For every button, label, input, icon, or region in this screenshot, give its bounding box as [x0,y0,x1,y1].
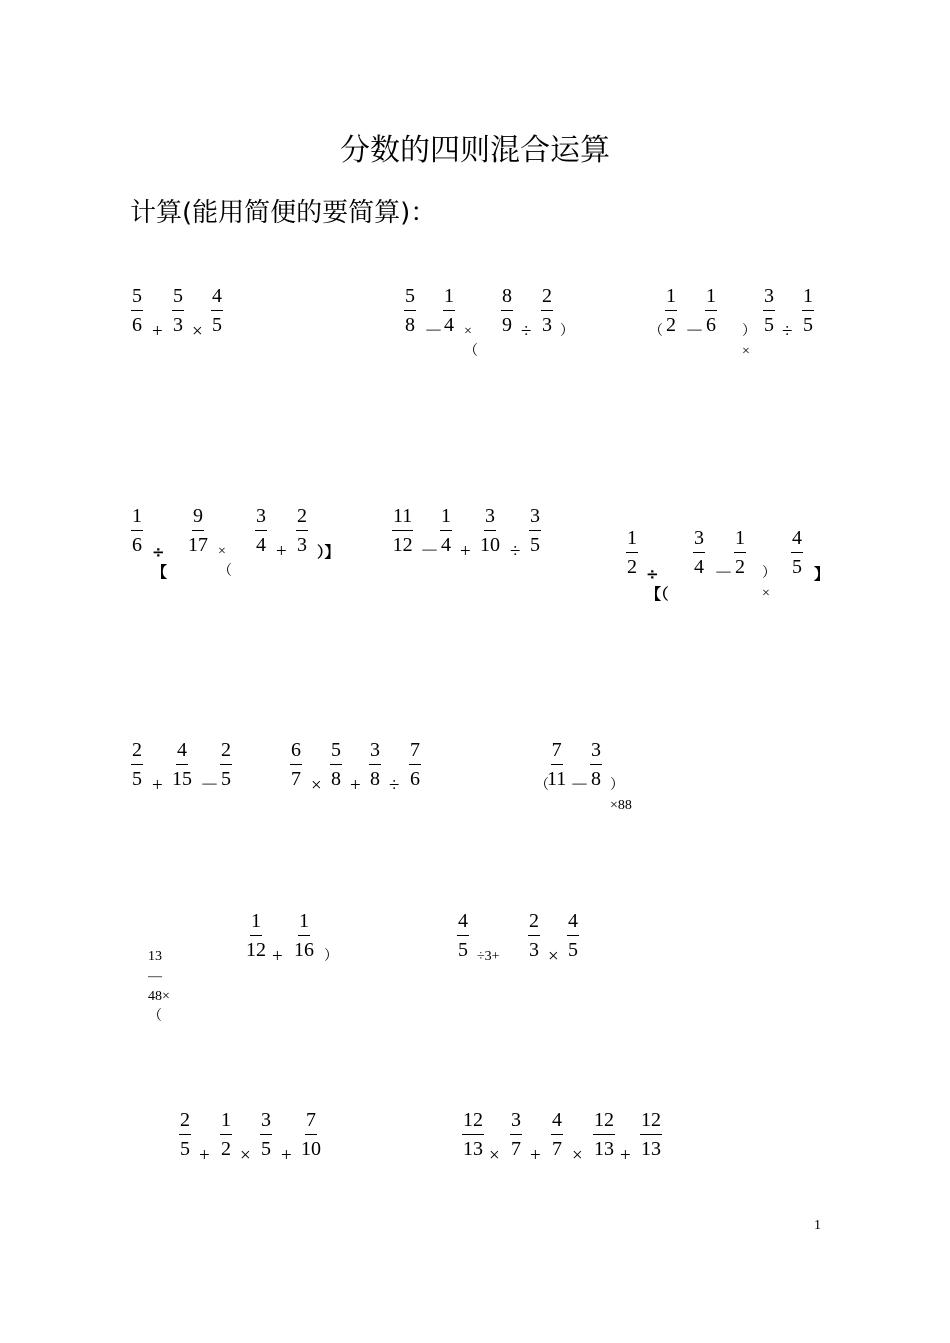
fraction [220,739,232,790]
numerator: 11 [392,505,413,531]
operator: （ [535,778,549,793]
operator: + [152,775,163,796]
operator: ） [560,324,574,339]
fraction [547,739,566,790]
page-title: 分数的四则混合运算 [340,133,610,168]
operator: ÷ [389,775,400,796]
denominator: 10 [301,1138,321,1160]
denominator: 4 [441,534,451,556]
fraction [501,285,513,336]
denominator: 5 [568,939,578,961]
operator: － [200,775,220,796]
numerator: 4 [791,527,803,553]
numerator: 2 [131,739,143,765]
operator: 】 [814,565,830,583]
denominator: 5 [132,768,142,790]
numerator: 2 [179,1109,191,1135]
fraction [802,285,814,336]
fraction [541,285,553,336]
denominator: 5 [458,939,468,961]
denominator: 9 [502,314,512,336]
denominator: 8 [405,314,415,336]
denominator: 4 [694,556,704,578]
denominator: 5 [180,1138,190,1160]
numerator: 9 [192,505,204,531]
operator: ÷ [782,321,793,342]
denominator: 2 [221,1138,231,1160]
operator: （ [649,324,663,339]
numerator: 1 [298,910,310,936]
denominator: 3 [529,939,539,961]
denominator: 2 [735,556,745,578]
page-number: 1 [814,1218,821,1233]
numerator: 4 [211,285,223,311]
operator: + [350,775,361,796]
numerator: 12 [462,1109,484,1135]
operator: × [548,946,559,967]
denominator: 4 [256,534,266,556]
denominator: 3 [173,314,183,336]
denominator: 15 [172,768,192,790]
numerator: 3 [529,505,541,531]
numerator: 2 [541,285,553,311]
denominator: 13 [463,1138,483,1160]
fraction [131,505,143,556]
operator: ÷【（ [646,565,669,603]
operator: × [192,321,203,342]
numerator: 8 [501,285,513,311]
operator: × [572,1145,583,1166]
operator: + [281,1145,292,1166]
operator: － [424,321,444,342]
numerator: 5 [172,285,184,311]
denominator: 17 [188,534,208,556]
operator: + [276,541,287,562]
denominator: 5 [261,1138,271,1160]
operator: ×（ [218,544,232,579]
fraction [510,1109,522,1160]
fraction [172,739,192,790]
numerator: 1 [440,505,452,531]
fraction [188,505,208,556]
fraction [665,285,677,336]
denominator: 11 [547,768,567,790]
operator: ） [324,949,338,964]
numerator: 12 [593,1109,615,1135]
fraction [626,527,638,578]
denominator: 8 [591,768,601,790]
fraction [567,910,579,961]
operator: ÷ [510,541,521,562]
numerator: 1 [626,527,638,553]
numerator: 1 [131,505,143,531]
denominator: 6 [132,314,142,336]
numerator: 1 [802,285,814,311]
numerator: 1 [734,527,746,553]
numerator: 3 [763,285,775,311]
numerator: 3 [255,505,267,531]
operator: － [714,563,734,584]
numerator: 1 [250,910,262,936]
operator: ）×88 [610,778,632,813]
numerator: 5 [404,285,416,311]
fraction [220,1109,232,1160]
operator: × [311,775,322,796]
fraction [301,1109,321,1160]
fraction [246,910,266,961]
denominator: 7 [291,768,301,790]
operator: ）× [762,566,776,601]
fraction [369,739,381,790]
fraction [131,739,143,790]
denominator: 5 [530,534,540,556]
fraction [404,285,416,336]
denominator: 5 [764,314,774,336]
operator: － [570,775,590,796]
fraction [211,285,223,336]
denominator: 13 [594,1138,614,1160]
numerator: 5 [330,739,342,765]
fraction [551,1109,563,1160]
numerator: 1 [443,285,455,311]
denominator: 5 [792,556,802,578]
fraction [791,527,803,578]
denominator: 7 [552,1138,562,1160]
denominator: 4 [444,314,454,336]
numerator: 4 [176,739,188,765]
operator: + [152,321,163,342]
instruction-text: 计算(能用简便的要简算)： [130,198,437,228]
fraction [529,505,541,556]
numerator: 7 [409,739,421,765]
denominator: 3 [297,534,307,556]
denominator: 12 [246,939,266,961]
fraction [593,1109,615,1160]
denominator: 8 [331,768,341,790]
fraction [590,739,602,790]
denominator: 8 [370,768,380,790]
denominator: 16 [294,939,314,961]
fraction [330,739,342,790]
fraction [392,505,413,556]
operator: ÷ [521,321,532,342]
fraction [443,285,455,336]
denominator: 7 [511,1138,521,1160]
numerator: 3 [510,1109,522,1135]
operator: + [199,1145,210,1166]
numerator: 3 [590,739,602,765]
denominator: 6 [132,534,142,556]
numerator: 7 [305,1109,317,1135]
numerator: 4 [567,910,579,936]
operator: ）× [742,324,756,359]
numerator: 3 [260,1109,272,1135]
operator: × [489,1145,500,1166]
numerator: 3 [369,739,381,765]
denominator: 6 [706,314,716,336]
denominator: 5 [221,768,231,790]
fraction [640,1109,662,1160]
numerator: 5 [131,285,143,311]
fraction [440,505,452,556]
fraction [734,527,746,578]
numerator: 3 [693,527,705,553]
operator: ÷3+ [477,949,500,964]
fraction [294,910,314,961]
denominator: 2 [627,556,637,578]
fraction [131,285,143,336]
numerator: 3 [484,505,496,531]
operator: + [530,1145,541,1166]
operator: + [460,541,471,562]
fraction [480,505,500,556]
operator: － [685,321,705,342]
fraction [409,739,421,790]
numerator: 12 [640,1109,662,1135]
numerator: 1 [665,285,677,311]
operator: 13—48×（ [148,949,170,1024]
numerator: 2 [296,505,308,531]
fraction [172,285,184,336]
denominator: 2 [666,314,676,336]
fraction [296,505,308,556]
denominator: 6 [410,768,420,790]
operator: + [272,946,283,967]
fraction [462,1109,484,1160]
operator: ÷【 [152,543,168,581]
fraction [255,505,267,556]
fraction [693,527,705,578]
operator: － [420,541,440,562]
numerator: 4 [457,910,469,936]
fraction [179,1109,191,1160]
operator: + [620,1145,631,1166]
numerator: 1 [220,1109,232,1135]
numerator: 4 [551,1109,563,1135]
fraction [763,285,775,336]
numerator: 2 [220,739,232,765]
fraction [260,1109,272,1160]
numerator: 2 [528,910,540,936]
fraction [705,285,717,336]
denominator: 5 [212,314,222,336]
operator: × [240,1145,251,1166]
numerator: 7 [551,739,563,765]
operator: ×（ [464,324,478,359]
denominator: 13 [641,1138,661,1160]
fraction [457,910,469,961]
denominator: 12 [392,534,413,556]
numerator: 6 [290,739,302,765]
fraction [528,910,540,961]
denominator: 3 [542,314,552,336]
numerator: 1 [705,285,717,311]
denominator: 10 [480,534,500,556]
denominator: 5 [803,314,813,336]
fraction [290,739,302,790]
operator: ）】 [317,543,340,561]
